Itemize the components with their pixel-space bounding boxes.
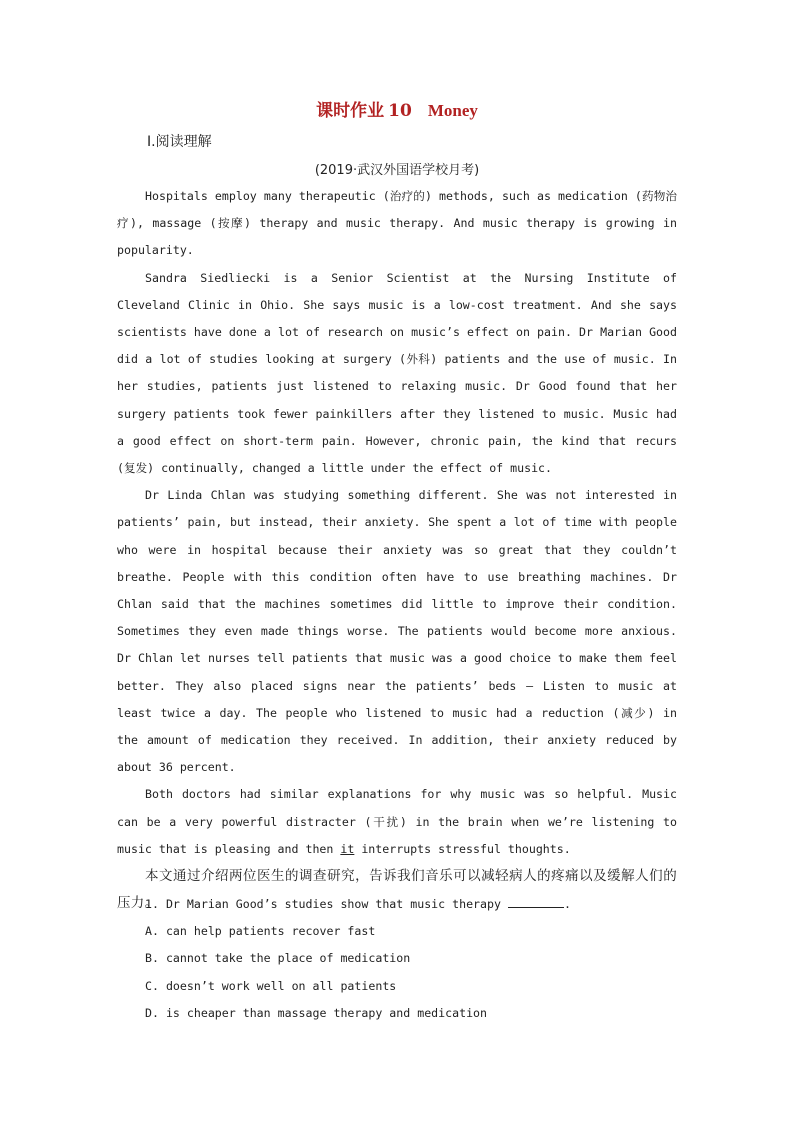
question-1-end: . (563, 897, 571, 911)
passage-summary: 本文通过介绍两位医生的调查研究，告诉我们音乐可以减轻病人的疼痛以及缓解人们的压力。 (117, 868, 677, 912)
question-1-stem (145, 891, 571, 918)
section-heading: Ⅰ.阅读理解 (147, 134, 212, 150)
option-d: D. is cheaper than massage therapy and medication (145, 1005, 488, 1020)
passage-paragraph-2: Sandra Siedliecki is a Senior Scientist at the Nursing Institute of Cleveland Clinic in Ohio. She says music is a low-cost treatment. And she says scientists have done a lot of research on music’s effect on pain. Dr Marian Good did a lot of studies looking at surgery (外科) patients and the use of music. In her studies, patients just listened to relaxing music. Dr Good found that her surgery patients took fewer painkillers after they listened to music. Music had a good effect on short-term pain. However, chronic pain, the kind that recurs (复发) continually, changed a little under the effect of music. (117, 270, 677, 476)
title-english: Money (427, 101, 478, 120)
title-number: 10 (388, 101, 412, 121)
question-block (145, 891, 571, 1027)
source-note: (2019·武汉外国语学校月考) (314, 163, 480, 178)
underlined-word: it (340, 841, 355, 856)
title-chinese: 课时作业 (316, 101, 385, 121)
option-c: C. doesn’t work well on all patients (145, 978, 397, 993)
paragraph-4-part-2: interrupts stressful thoughts. (354, 841, 571, 856)
paragraph-4-part-1: Both doctors had similar explanations for why music was so helpful. Music can be a very powerful distracter (干扰) in the brain when we’re listening to music that is pleasing and then (117, 787, 677, 856)
reading-passage (117, 183, 677, 917)
passage-paragraph-1: Hospitals employ many therapeutic (治疗的) methods, such as medication (药物治疗), massage (按摩) therapy and music therapy. And music therapy is growing in popularity. (117, 189, 677, 258)
answer-blank (508, 897, 564, 908)
passage-paragraph-4 (117, 781, 677, 863)
question-1-text: 1. Dr Marian Good’s studies show that music therapy (145, 897, 508, 911)
passage-paragraph-3: Dr Linda Chlan was studying something different. She was not interested in patients’ pain, but instead, their anxiety. She spent a lot of time with people who were in hospital because their anxiety was so great that they couldn’t breathe. People with this condition often have to use breathing machines. Dr Chlan said that the machines sometimes did little to improve their condition. Sometimes they even made things worse. The patients would become more anxious. Dr Chlan let nurses tell patients that music was a good choice to make them feel better. They also placed signs near the patients’ beds — Listen to music at least twice a day. The people who listened to music had a reduction (减少) in the amount of medication they received. In addition, their anxiety reduced by about 36 percent. (117, 488, 677, 775)
option-a: A. can help patients recover fast (145, 924, 376, 939)
page-title (0, 96, 794, 121)
option-b: B. cannot take the place of medication (145, 951, 411, 966)
